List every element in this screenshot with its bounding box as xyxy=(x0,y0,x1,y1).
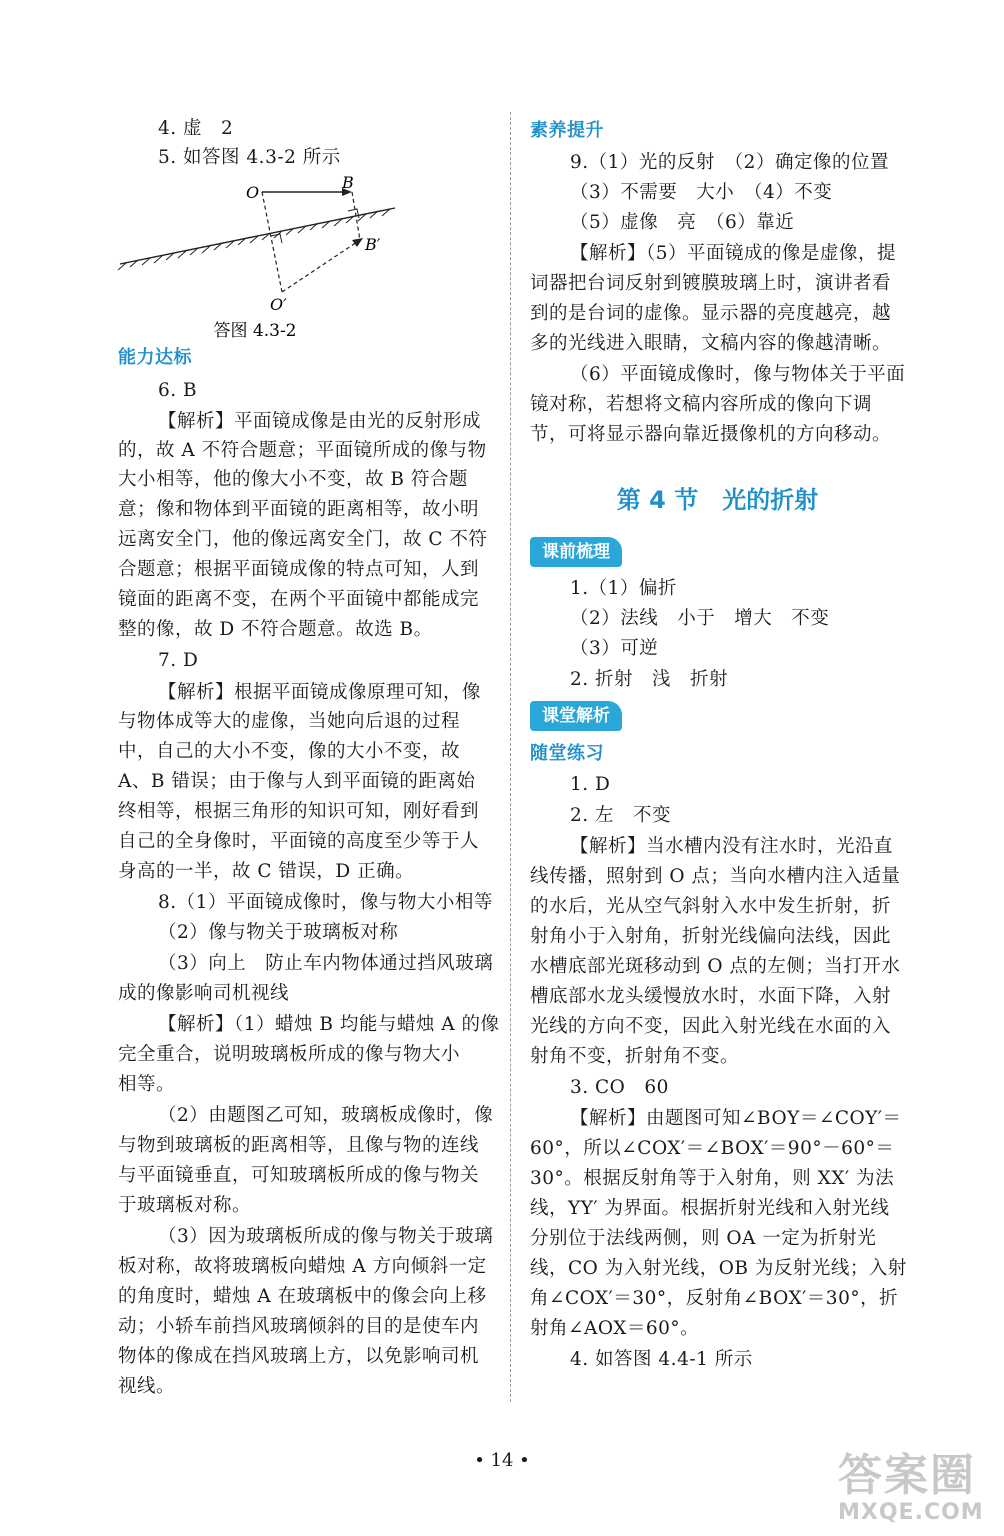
right-text-line: 3. CO 60 xyxy=(570,1077,669,1098)
left-text-line: 的，故 A 不符合题意；平面镜所成的像与物 xyxy=(118,440,487,461)
right-text-line: 2. 折射 浅 折射 xyxy=(570,669,729,690)
right-text-line: （2）法线 小于 增大 不变 xyxy=(570,608,830,629)
left-text-line: 4. 虚 2 xyxy=(158,118,234,139)
left-text-line: A、B 错误；由于像与人到平面镜的距离始 xyxy=(118,771,476,792)
right-text-line: 角∠COX′＝30°，反射角∠BOX′＝30°，折 xyxy=(530,1288,899,1309)
right-text-line: 水槽底部光斑移动到 O 点的左侧；当打开水 xyxy=(530,956,901,977)
right-text-line: 【解析】当水槽内没有注水时，光沿直 xyxy=(570,836,894,857)
label-b-prime: B′ xyxy=(365,235,381,254)
right-text-line: 光线的方向不变，因此入射光线在水面的入 xyxy=(530,1016,892,1037)
left-text-line: 与物体成等大的虚像，当她向后退的过程 xyxy=(118,711,461,732)
left-text-line: （3）向上 防止车内物体通过挡风玻璃 xyxy=(158,953,494,974)
right-text-line: 1. D xyxy=(570,774,611,795)
right-text-line: 射角小于入射角，折射光线偏向法线，因此 xyxy=(530,926,892,947)
left-text-line: 相等。 xyxy=(118,1074,176,1095)
right-text-line: 的水后，光从空气斜射入水中发生折射，折 xyxy=(530,896,892,917)
right-text-line: 分别位于法线两侧，则 OA 一定为折射光 xyxy=(530,1228,877,1249)
right-text-line: 射角∠AOX＝60°。 xyxy=(530,1318,700,1339)
right-text-line: 线，YY′ 为界面。根据折射光线和入射光线 xyxy=(530,1198,890,1219)
left-text-line: 自己的全身像时，平面镜的高度至少等于人 xyxy=(118,831,480,852)
right-text-line: 2. 左 不变 xyxy=(570,805,672,826)
right-text-line: 【解析】由题图可知∠BOY＝∠COY′＝ xyxy=(570,1108,902,1129)
right-text-line: 4. 如答图 4.4-1 所示 xyxy=(570,1349,753,1370)
left-text-line: 合题意；根据平面镜成像的特点可知，人到 xyxy=(118,559,480,580)
left-text-line: 【解析】（1）蜡烛 B 均能与蜡烛 A 的像 xyxy=(158,1014,500,1035)
right-text-line: 30°。根据反射角等于入射角，则 XX′ 为法 xyxy=(530,1168,895,1189)
left-text-line: 5. 如答图 4.3-2 所示 xyxy=(158,147,341,168)
page-number: • 14 • xyxy=(474,1450,530,1471)
right-text-line: （6）平面镜成像时，像与物体关于平面 xyxy=(570,364,906,385)
right-text-line: 镜对称，若想将文稿内容所成的像向下调 xyxy=(530,394,873,415)
left-text-line: （2）像与物关于玻璃板对称 xyxy=(158,922,399,943)
label-b: B xyxy=(342,174,354,192)
left-text-line: 大小相等，他的像大小不变，故 B 符合题 xyxy=(118,469,468,490)
dash-image-o2-b2 xyxy=(282,240,360,292)
right-text-line: 【解析】（5）平面镜成的像是虚像，提 xyxy=(570,243,897,264)
tag-pre-class: 课前梳理 xyxy=(530,537,622,567)
right-text-line: 多的光线进入眼睛，文稿内容的像越清晰。 xyxy=(530,333,892,354)
left-heading: 能力达标 xyxy=(118,347,192,368)
left-text-line: 于玻璃板对称。 xyxy=(118,1195,252,1216)
left-text-line: 完全重合，说明玻璃板所成的像与物大小 xyxy=(118,1044,461,1065)
left-text-line: 【解析】平面镜成像是由光的反射形成 xyxy=(158,411,482,432)
image-arrow-head xyxy=(352,238,363,247)
column-divider xyxy=(510,112,511,1402)
figure-caption: 答图 4.3-2 xyxy=(213,321,297,341)
left-text-line: 6. B xyxy=(158,380,198,401)
watermark-url: MXQE.COM xyxy=(838,1500,984,1525)
label-o-prime: O′ xyxy=(270,295,287,314)
dash-o-o2 xyxy=(262,192,282,292)
right-text-line: 射角不变，折射角不变。 xyxy=(530,1046,740,1067)
right-text-line: 线传播，照射到 O 点；当向水槽内注入适量 xyxy=(530,866,901,887)
right-text-line: 60°，所以∠COX′＝∠BOX′＝90°－60°＝ xyxy=(530,1138,895,1159)
right-text-line: （5）虚像 亮 （6）靠近 xyxy=(570,212,795,233)
left-text-line: 与平面镜垂直，可知玻璃板所成的像与物关 xyxy=(118,1165,480,1186)
left-text-line: （3）因为玻璃板所成的像与物关于玻璃 xyxy=(158,1226,494,1247)
left-text-line: 物体的像成在挡风玻璃上方，以免影响司机 xyxy=(118,1346,480,1367)
section-title: 第 4 节 光的折射 xyxy=(616,486,819,514)
right-text-line: 节，可将显示器向靠近摄像机的方向移动。 xyxy=(530,424,892,445)
right-text-line: （3）可逆 xyxy=(570,638,659,659)
left-text-line: 终相等，根据三角形的知识可知，刚好看到 xyxy=(118,801,480,822)
left-text-line: 动；小轿车前挡风玻璃倾斜的目的是使车内 xyxy=(118,1316,480,1337)
left-text-line: 远离安全门，他的像远离安全门，故 C 不符 xyxy=(118,529,488,550)
tag-in-class: 课堂解析 xyxy=(530,701,622,731)
right-heading: 随堂练习 xyxy=(530,743,604,764)
answer-figure-4-3-2 xyxy=(90,174,420,344)
right-text-line: 到的是台词的虚像。显示器的亮度越亮，越 xyxy=(530,303,892,324)
left-text-line: 与物到玻璃板的距离相等，且像与物的连线 xyxy=(118,1135,480,1156)
right-text-line: （3）不需要 大小 （4）不变 xyxy=(570,182,833,203)
label-o: O xyxy=(246,183,260,202)
right-text-line: 9.（1）光的反射 （2）确定像的位置 xyxy=(570,152,889,173)
left-text-line: 整的像，故 D 不符合题意。故选 B。 xyxy=(118,619,433,640)
left-text-line: （2）由题图乙可知，玻璃板成像时，像 xyxy=(158,1105,494,1126)
left-text-line: 【解析】根据平面镜成像原理可知，像 xyxy=(158,682,482,703)
watermark-logo-text: 答案圈 xyxy=(838,1450,976,1501)
left-text-line: 中，自己的大小不变，像的大小不变，故 xyxy=(118,741,461,762)
right-text-line: 词器把台词反射到镀膜玻璃上时，演讲者看 xyxy=(530,273,892,294)
left-text-line: 视线。 xyxy=(118,1376,176,1397)
right-text-line: 1.（1）偏折 xyxy=(570,578,677,599)
left-text-line: 身高的一半，故 C 错误，D 正确。 xyxy=(118,861,415,882)
left-text-line: 意；像和物体到平面镜的距离相等，故小明 xyxy=(118,499,480,520)
watermark xyxy=(838,1452,988,1532)
left-text-line: 7. D xyxy=(158,650,199,671)
right-heading: 素养提升 xyxy=(530,120,604,141)
left-text-line: 8.（1）平面镜成像时，像与物大小相等 xyxy=(158,892,493,913)
left-text-line: 成的像影响司机视线 xyxy=(118,983,290,1004)
left-text-line: 镜面的距离不变，在两个平面镜中都能成完 xyxy=(118,589,480,610)
right-text-line: 槽底部水龙头缓慢放水时，水面下降，入射 xyxy=(530,986,892,1007)
mirror-hatching xyxy=(118,209,390,270)
left-text-line: 的角度时，蜡烛 A 在玻璃板中的像会向上移 xyxy=(118,1286,487,1307)
left-text-line: 板对称，故将玻璃板向蜡烛 A 方向倾斜一定 xyxy=(118,1256,487,1277)
right-text-line: 线，CO 为入射光线，OB 为反射光线；入射 xyxy=(530,1258,907,1279)
